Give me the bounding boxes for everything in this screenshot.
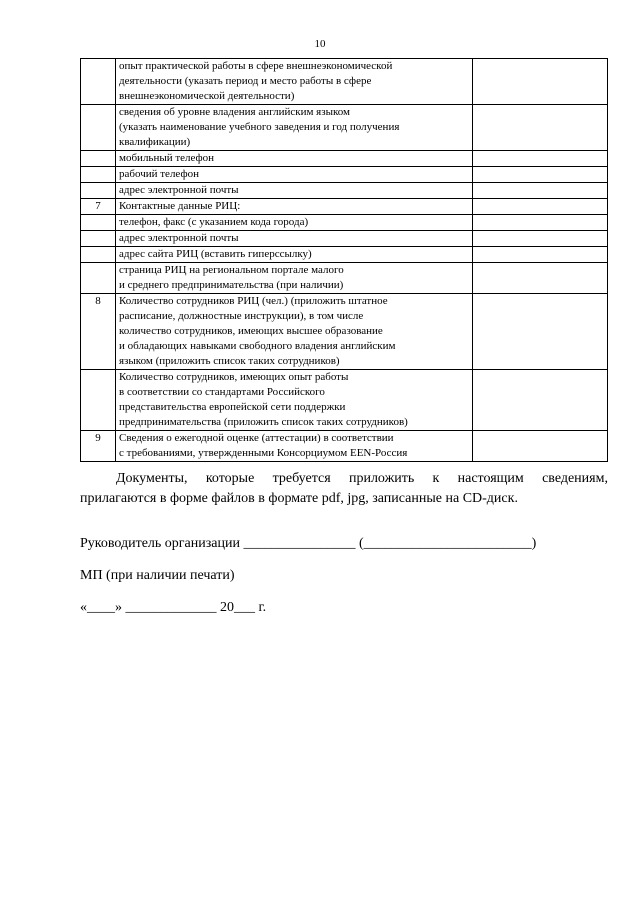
table-row bbox=[81, 294, 608, 370]
description-line: языком (приложить список таких сотрудников) bbox=[119, 355, 340, 367]
description-line: и среднего предпринимательства (при наличии) bbox=[119, 279, 344, 291]
table-row bbox=[81, 370, 608, 431]
description-line: расписание, должностные инструкции), в том числе bbox=[119, 310, 364, 322]
description-line: рабочий телефон bbox=[119, 168, 199, 180]
row-number bbox=[81, 231, 116, 247]
note-word: которые bbox=[205, 471, 255, 486]
description-line: в соответствии со стандартами Российского bbox=[119, 386, 325, 398]
description-line: опыт практической работы в сфере внешнеэкономической bbox=[119, 60, 393, 72]
description-line: внешнеэкономической деятельности) bbox=[119, 90, 295, 102]
row-number bbox=[81, 183, 116, 199]
row-value-cell[interactable] bbox=[473, 215, 608, 231]
table-row bbox=[81, 231, 608, 247]
row-number bbox=[81, 167, 116, 183]
description-line: страница РИЦ на региональном портале малого bbox=[119, 264, 344, 276]
row-description bbox=[116, 105, 473, 151]
description-line: с требованиями, утвержденными Консорциумом EEN-Россия bbox=[119, 447, 408, 459]
note-line-1 bbox=[80, 469, 608, 489]
description-line: сведения об уровне владения английским языком bbox=[119, 106, 350, 118]
description-line: деятельности (указать период и место работы в сфере bbox=[119, 75, 372, 87]
row-description bbox=[116, 294, 473, 370]
table-row bbox=[81, 105, 608, 151]
row-value-cell[interactable] bbox=[473, 231, 608, 247]
description-line: Количество сотрудников РИЦ (чел.) (приложить штатное bbox=[119, 295, 388, 307]
table-row bbox=[81, 199, 608, 215]
row-value-cell[interactable] bbox=[473, 247, 608, 263]
table-body bbox=[81, 59, 608, 462]
row-description bbox=[116, 431, 473, 462]
row-description bbox=[116, 370, 473, 431]
row-value-cell[interactable] bbox=[473, 183, 608, 199]
table-row bbox=[81, 431, 608, 462]
row-value-cell[interactable] bbox=[473, 199, 608, 215]
note-word: настоящим bbox=[457, 471, 524, 486]
description-line: представительства европейской сети поддержки bbox=[119, 401, 346, 413]
description-line: (указать наименование учебного заведения и год получения bbox=[119, 121, 400, 133]
row-number bbox=[81, 263, 116, 294]
row-number bbox=[81, 215, 116, 231]
note-word: к bbox=[432, 471, 440, 486]
description-line: адрес сайта РИЦ (вставить гиперссылку) bbox=[119, 248, 312, 260]
note-line-2: прилагаются в форме файлов в формате pdf, jpg, записанные на CD-диск. bbox=[80, 491, 518, 506]
description-line: количество сотрудников, имеющих высшее образование bbox=[119, 325, 383, 337]
row-description bbox=[116, 199, 473, 215]
table-row bbox=[81, 263, 608, 294]
row-number bbox=[81, 105, 116, 151]
row-description bbox=[116, 231, 473, 247]
row-number: 7 bbox=[81, 199, 116, 215]
row-value-cell[interactable] bbox=[473, 263, 608, 294]
row-value-cell[interactable] bbox=[473, 59, 608, 105]
row-number bbox=[81, 59, 116, 105]
row-value-cell[interactable] bbox=[473, 431, 608, 462]
note-word: сведениям, bbox=[542, 471, 608, 486]
description-line: Количество сотрудников, имеющих опыт работы bbox=[119, 371, 349, 383]
row-number: 8 bbox=[81, 294, 116, 370]
row-number bbox=[81, 151, 116, 167]
table-row bbox=[81, 215, 608, 231]
row-value-cell[interactable] bbox=[473, 370, 608, 431]
row-description bbox=[116, 167, 473, 183]
table-row bbox=[81, 59, 608, 105]
row-number: 9 bbox=[81, 431, 116, 462]
stamp-label: МП (при наличии печати) bbox=[80, 568, 235, 583]
description-line: квалификации) bbox=[119, 136, 191, 148]
table-row bbox=[81, 247, 608, 263]
row-number bbox=[81, 370, 116, 431]
description-line: телефон, факс (с указанием кода города) bbox=[119, 216, 309, 228]
row-number bbox=[81, 247, 116, 263]
head-signature-line: Руководитель организации ________________ (________________________) bbox=[80, 536, 537, 551]
table-row bbox=[81, 151, 608, 167]
note-word: Документы, bbox=[116, 471, 188, 486]
description-line: Контактные данные РИЦ: bbox=[119, 200, 241, 212]
row-description bbox=[116, 183, 473, 199]
note-word: приложить bbox=[348, 471, 415, 486]
row-description bbox=[116, 59, 473, 105]
table-row bbox=[81, 183, 608, 199]
page-number: 10 bbox=[314, 38, 326, 50]
table-row bbox=[81, 167, 608, 183]
date-line: «____» _____________ 20___ г. bbox=[80, 600, 267, 615]
description-line: мобильный телефон bbox=[119, 152, 215, 164]
row-value-cell[interactable] bbox=[473, 105, 608, 151]
form-table bbox=[80, 58, 608, 462]
documents-note bbox=[80, 469, 608, 509]
description-line: предпринимательства (приложить список таких сотрудников) bbox=[119, 416, 408, 428]
note-word: требуется bbox=[272, 471, 331, 486]
description-line: адрес электронной почты bbox=[119, 184, 239, 196]
description-line: Сведения о ежегодной оценке (аттестации) в соответствии bbox=[119, 432, 394, 444]
row-value-cell[interactable] bbox=[473, 151, 608, 167]
row-value-cell[interactable] bbox=[473, 167, 608, 183]
description-line: адрес электронной почты bbox=[119, 232, 239, 244]
row-description bbox=[116, 247, 473, 263]
description-line: и обладающих навыками свободного владения английским bbox=[119, 340, 396, 352]
row-description bbox=[116, 263, 473, 294]
row-value-cell[interactable] bbox=[473, 294, 608, 370]
row-description bbox=[116, 151, 473, 167]
row-description bbox=[116, 215, 473, 231]
